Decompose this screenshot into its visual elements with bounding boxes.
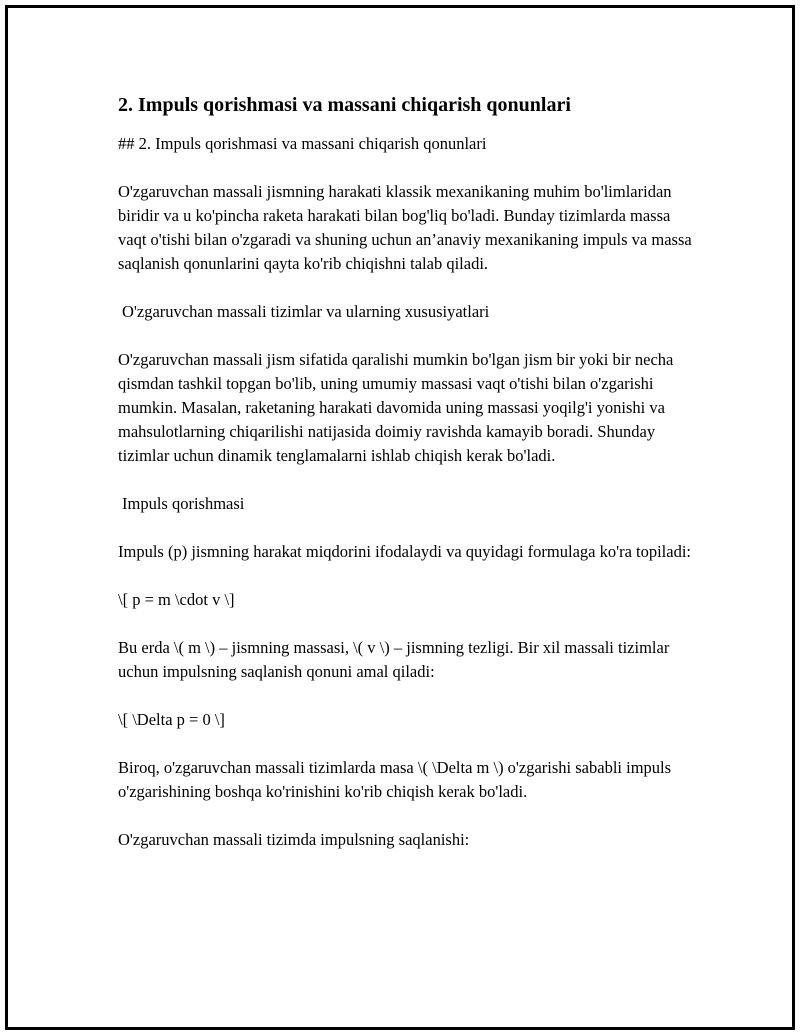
markdown-heading-line: ## 2. Impuls qorishmasi va massani chiqarish qonunlari [118,134,487,153]
conservation-lead-paragraph: O'zgaruvchan massali tizimda impulsning saqlanishi: [118,830,470,849]
intro-paragraph: O'zgaruvchan massali jismning harakati klassik mexanikaning muhim bo'limlaridan biridir va u ko'pincha raketa harakati bilan bog'liq bo'ladi. Bunday tizimlarda massa vaqt o'tishi bilan o'zgaradi va shuning uchun an’anaviy mexanikaning impuls va massa saqlanish qonunlarini qayta ko'rib chiqishni talab qiladi. [118,182,692,273]
section-heading-variable-mass: O'zgaruvchan massali tizimlar va ularning xususiyatlari [122,302,490,321]
document-title: 2. Impuls qorishmasi va massani chiqarish qonunlari [118,94,571,116]
formula-delta-p: \[ \Delta p = 0 \] [118,710,225,729]
impulse-definition-paragraph: Impuls (p) jismning harakat miqdorini ifodalaydi va quyidagi formulaga ko'ra topiladi: [118,542,692,561]
formula-explanation-paragraph: Bu erda \( m \) – jismning massasi, \( v \) – jismning tezligi. Bir xil massali tizimlar uchun impulsning saqlanish qonuni amal qiladi: [118,638,670,681]
formula-momentum: \[ p = m \cdot v \] [118,590,235,609]
section-heading-impulse: Impuls qorishmasi [122,494,245,513]
variable-mass-note-paragraph: Biroq, o'zgaruvchan massali tizimlarda masa \( \Delta m \) o'zgarishi sababli impuls o'zgarishining boshqa ko'rinishini ko'rib chiqish kerak bo'ladi. [118,758,672,801]
document-body [118,92,698,876]
variable-mass-paragraph: O'zgaruvchan massali jism sifatida qaralishi mumkin bo'lgan jism bir yoki bir necha qismdan tashkil topgan bo'lib, uning umumiy massasi vaqt o'tishi bilan o'zgarishi mumkin. Masalan, raketaning harakati davomida uning massasi yoqilg'i yonishi va mahsulotlarning chiqarilishi natijasida doimiy ravishda kamayib boradi. Shunday tizimlar uchun dinamik tenglamalarni ishlab chiqish kerak bo'ladi. [118,350,674,465]
